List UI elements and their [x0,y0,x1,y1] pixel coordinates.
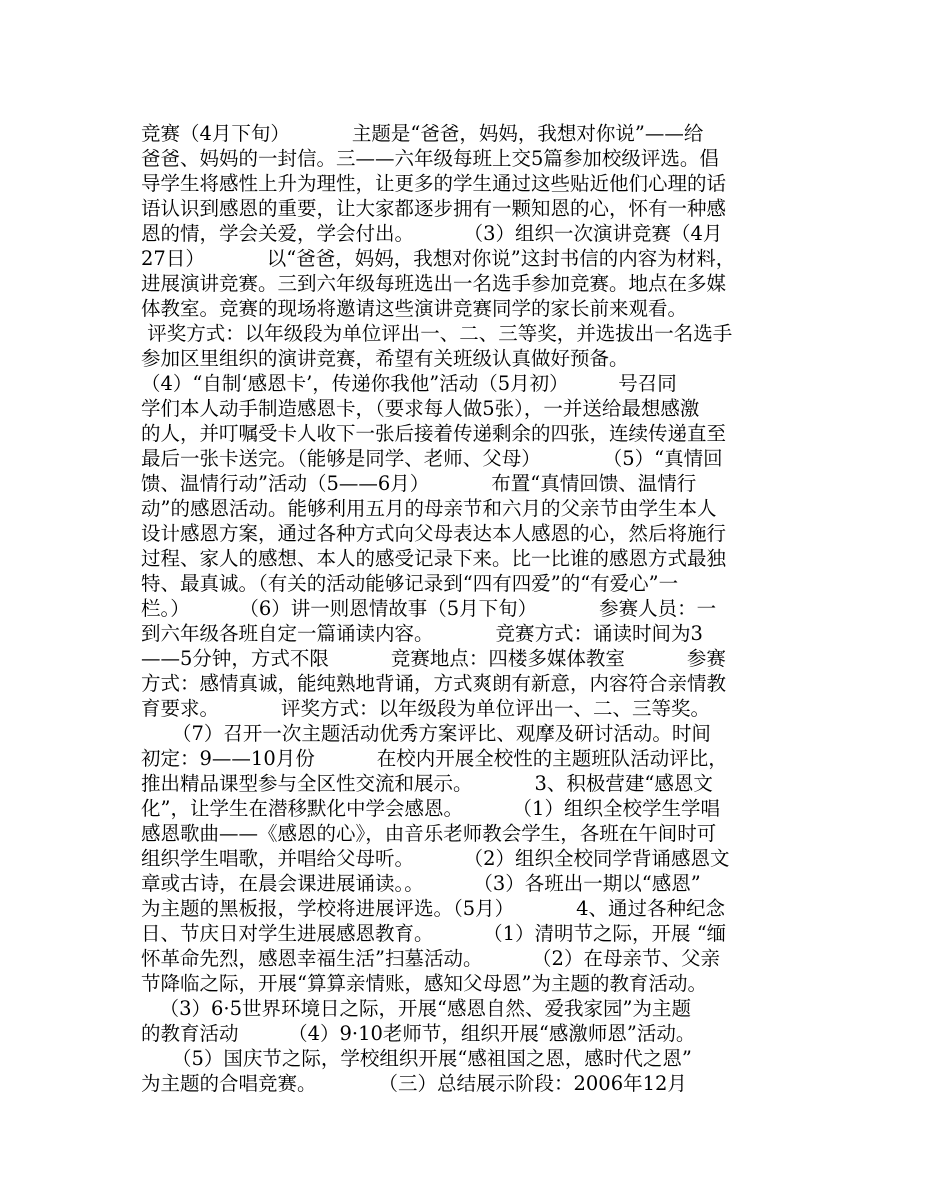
text-line: （3）6·5世界环境日之际，开展“感恩自然、爱我家园”为主题 [141,997,691,1020]
text-line: 感恩歌曲——《感恩的心》，由音乐老师教会学生，各班在午间时可 [141,822,717,845]
text-line: 过程、家人的感想、本人的感受记录下来。比一比谁的感恩方式最独 [141,547,727,570]
text-line: 参加区里组织的演讲竞赛，希望有关班级认真做好预备。 [141,347,629,370]
text-line: 栏。） （6）讲一则恩情故事（5月下旬） 参赛人员：一 [141,597,717,620]
text-line: 为主题的黑板报，学校将进展评选。（5月） 4、通过各种纪念 [141,897,726,920]
text-line: 推出精品课型参与全区性交流和展示。 3、积极营建“感恩文 [141,772,713,795]
text-line: 恩的情，学会关爱，学会付出。 （3）组织一次演讲竞赛（4月 [141,222,723,245]
text-line: 设计感恩方案，通过各种方式向父母表达本人感恩的心，然后将施行 [141,522,727,545]
text-line: 日、节庆日对学生进展感恩教育。 （1）清明节之际，开展 “缅 [141,922,727,945]
text-line: 怀革命先烈，感恩幸福生活”扫墓活动。 （2）在母亲节、父亲 [141,947,720,970]
text-line: 评奖方式：以年级段为单位评出一、二、三等奖，并选拔出一名选手 [141,322,733,345]
text-line: （4）“自制‘感恩卡’，传递你我他”活动（5月初） 号召同 [141,372,677,395]
text-line: 到六年级各班自定一篇诵读内容。 竞赛方式：诵读时间为3 [141,622,703,645]
text-line: 章或古诗，在晨会课进展诵读。。 （3）各班出一期以“感恩” [141,872,701,895]
text-line: 为主题的合唱竞赛。 （三）总结展示阶段：2006年12月 [141,1072,687,1095]
text-line: （5）国庆节之际，学校组织开展“感祖国之恩，感时代之恩” [141,1047,692,1070]
text-line: 最后一张卡送完。（能够是同学、老师、父母） （5）“真情回 [141,447,723,470]
text-line: 竞赛（4月下旬） 主题是“爸爸，妈妈，我想对你说”——给 [141,122,704,145]
text-line: 动”的感恩活动。能够利用五月的母亲节和六月的父亲节由学生本人 [141,497,717,520]
text-line: 语认识到感恩的重要，让大家都逐步拥有一颗知恩的心，怀有一种感 [141,197,727,220]
text-line: （7）召开一次主题活动优秀方案评比、观摩及研讨活动。时间 [141,722,711,745]
text-line: 馈、温情行动”活动（5——6月） 布置“真情回馈、温情行 [141,472,697,495]
text-line: 方式：感情真诚，能纯熟地背诵，方式爽朗有新意，内容符合亲情教 [141,672,727,695]
text-line: 初定：9——10月份 在校内开展全校性的主题班队活动评比， [141,747,728,770]
text-line: 节降临之际，开展“算算亲情账，感知父母恩”为主题的教育活动。 [141,972,707,995]
text-line: 组织学生唱歌，并唱给父母听。 （2）组织全校同学背诵感恩文 [141,847,730,870]
text-line: 的教育活动 （4）9·10老师节，组织开展“感激师恩”活动。 [141,1022,696,1045]
text-line: 导学生将感性上升为理性，让更多的学生通过这些贴近他们心理的话 [141,172,727,195]
text-line: 的人，并叮嘱受卡人收下一张后接着传递剩余的四张，连续传递直至 [141,422,727,445]
text-line: 学们本人动手制造感恩卡，（要求每人做5张），一并送给最想感激 [141,397,700,420]
text-line: 27日） 以“爸爸，妈妈，我想对你说”这封书信的内容为材料， [141,247,736,270]
text-line: 体教室。竞赛的现场将邀请这些演讲竞赛同学的家长前来观看。 [141,297,688,320]
text-line: 特、最真诚。（有关的活动能够记录到“四有四爱”的“有爱心”一 [141,572,679,595]
text-line: 进展演讲竞赛。三到六年级每班选出一名选手参加竞赛。地点在多媒 [141,272,727,295]
text-line: 育要求。 评奖方式：以年级段为单位评出一、二、三等奖。 [141,697,710,720]
text-line: ——5分钟，方式不限 竞赛地点：四楼多媒体教室 参赛 [141,647,726,670]
text-line: 化”，让学生在潜移默化中学会感恩。 （1）组织全校学生学唱 [141,797,720,820]
text-line: 爸爸、妈妈的一封信。三——六年级每班上交5篇参加校级评选。倡 [141,147,719,170]
